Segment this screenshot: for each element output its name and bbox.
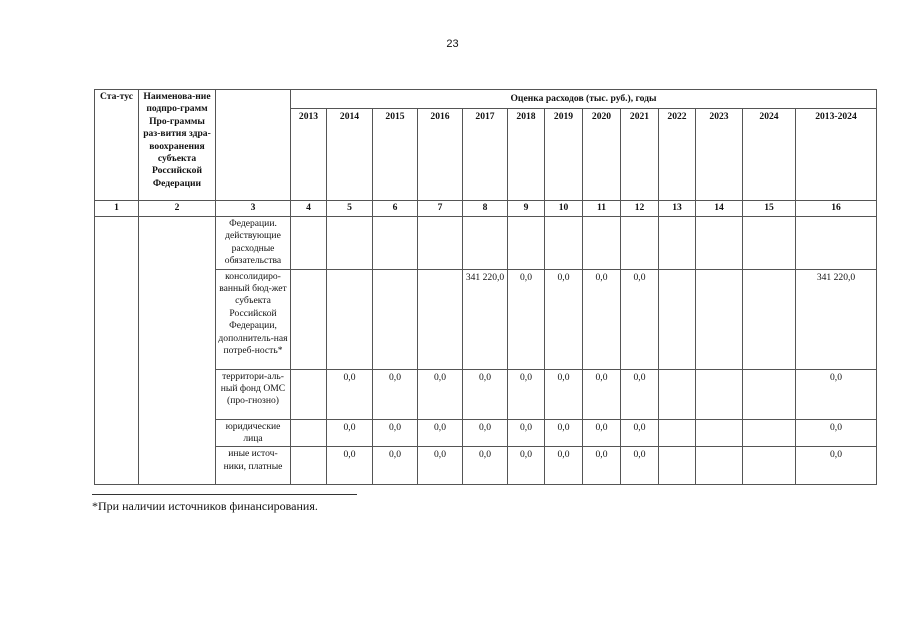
value-cell: 0,0 bbox=[327, 369, 373, 419]
value-cell bbox=[743, 269, 796, 369]
value-cell: 0,0 bbox=[583, 369, 621, 419]
funding-source-cell: консолидиро-ванный бюд-жет субъекта Российской Федерации, дополнитель-ная потреб-ность* bbox=[216, 269, 291, 369]
header-year: 2018 bbox=[508, 109, 545, 201]
value-cell: 0,0 bbox=[463, 447, 508, 485]
column-number: 7 bbox=[418, 201, 463, 217]
value-cell: 0,0 bbox=[508, 419, 545, 447]
value-cell bbox=[743, 369, 796, 419]
value-cell: 341 220,0 bbox=[796, 269, 877, 369]
value-cell bbox=[418, 269, 463, 369]
funding-source-cell: юридические лица bbox=[216, 419, 291, 447]
header-year: 2019 bbox=[545, 109, 583, 201]
value-cell: 0,0 bbox=[418, 369, 463, 419]
value-cell bbox=[696, 447, 743, 485]
value-cell: 0,0 bbox=[621, 269, 659, 369]
header-subprogram-name: Наименова-ние подпро-грамм Про-граммы раз-вития здра-воохранения субъекта Российской Федерации bbox=[139, 90, 216, 201]
header-source-blank bbox=[216, 90, 291, 201]
budget-table bbox=[94, 89, 877, 485]
value-cell bbox=[659, 269, 696, 369]
value-cell: 0,0 bbox=[796, 447, 877, 485]
value-cell: 0,0 bbox=[796, 369, 877, 419]
header-year: 2013 bbox=[291, 109, 327, 201]
value-cell bbox=[743, 419, 796, 447]
value-cell: 0,0 bbox=[508, 447, 545, 485]
value-cell bbox=[291, 447, 327, 485]
value-cell: 0,0 bbox=[621, 447, 659, 485]
value-cell bbox=[291, 419, 327, 447]
header-year: 2020 bbox=[583, 109, 621, 201]
subprogram-name-cell bbox=[139, 217, 216, 485]
value-cell bbox=[696, 369, 743, 419]
header-year: 2017 bbox=[463, 109, 508, 201]
value-cell bbox=[373, 217, 418, 270]
value-cell: 341 220,0 bbox=[463, 269, 508, 369]
value-cell bbox=[796, 217, 877, 270]
value-cell bbox=[659, 369, 696, 419]
status-cell bbox=[95, 217, 139, 485]
footnote-separator bbox=[92, 494, 357, 495]
column-number: 2 bbox=[139, 201, 216, 217]
value-cell: 0,0 bbox=[583, 447, 621, 485]
value-cell: 0,0 bbox=[583, 269, 621, 369]
value-cell bbox=[659, 419, 696, 447]
value-cell: 0,0 bbox=[463, 369, 508, 419]
value-cell bbox=[291, 369, 327, 419]
value-cell: 0,0 bbox=[418, 419, 463, 447]
value-cell: 0,0 bbox=[373, 447, 418, 485]
footnote: *При наличии источников финансирования. bbox=[92, 499, 318, 513]
value-cell: 0,0 bbox=[508, 269, 545, 369]
value-cell: 0,0 bbox=[545, 447, 583, 485]
value-cell: 0,0 bbox=[621, 419, 659, 447]
column-number: 8 bbox=[463, 201, 508, 217]
header-year: 2016 bbox=[418, 109, 463, 201]
funding-source-cell: иные источ-ники, платные bbox=[216, 447, 291, 485]
header-year: 2013-2024 bbox=[796, 109, 877, 201]
value-cell: 0,0 bbox=[545, 269, 583, 369]
column-number: 10 bbox=[545, 201, 583, 217]
column-number: 3 bbox=[216, 201, 291, 217]
value-cell bbox=[659, 447, 696, 485]
header-year: 2015 bbox=[373, 109, 418, 201]
column-number: 9 bbox=[508, 201, 545, 217]
column-number: 16 bbox=[796, 201, 877, 217]
value-cell: 0,0 bbox=[508, 369, 545, 419]
value-cell: 0,0 bbox=[463, 419, 508, 447]
value-cell bbox=[327, 269, 373, 369]
column-number: 1 bbox=[95, 201, 139, 217]
page-number: 23 bbox=[446, 38, 459, 50]
value-cell: 0,0 bbox=[545, 419, 583, 447]
value-cell bbox=[463, 217, 508, 270]
value-cell bbox=[743, 447, 796, 485]
column-number: 14 bbox=[696, 201, 743, 217]
value-cell: 0,0 bbox=[418, 447, 463, 485]
value-cell: 0,0 bbox=[373, 369, 418, 419]
value-cell bbox=[545, 217, 583, 270]
header-year: 2024 bbox=[743, 109, 796, 201]
value-cell: 0,0 bbox=[373, 419, 418, 447]
funding-source-cell: территори-аль-ный фонд ОМС (про-гнозно) bbox=[216, 369, 291, 419]
header-expense-estimate: Оценка расходов (тыс. руб.), годы bbox=[291, 90, 877, 109]
value-cell bbox=[583, 217, 621, 270]
value-cell bbox=[696, 269, 743, 369]
value-cell: 0,0 bbox=[327, 419, 373, 447]
value-cell: 0,0 bbox=[327, 447, 373, 485]
header-status: Ста-тус bbox=[95, 90, 139, 201]
header-year: 2014 bbox=[327, 109, 373, 201]
value-cell bbox=[508, 217, 545, 270]
value-cell bbox=[418, 217, 463, 270]
header-year: 2023 bbox=[696, 109, 743, 201]
value-cell bbox=[696, 419, 743, 447]
value-cell: 0,0 bbox=[796, 419, 877, 447]
table-row bbox=[95, 217, 877, 270]
value-cell bbox=[621, 217, 659, 270]
column-number: 15 bbox=[743, 201, 796, 217]
value-cell: 0,0 bbox=[621, 369, 659, 419]
header-year: 2021 bbox=[621, 109, 659, 201]
value-cell bbox=[327, 217, 373, 270]
column-number: 12 bbox=[621, 201, 659, 217]
column-number: 4 bbox=[291, 201, 327, 217]
value-cell bbox=[291, 217, 327, 270]
value-cell bbox=[373, 269, 418, 369]
value-cell bbox=[696, 217, 743, 270]
header-year: 2022 bbox=[659, 109, 696, 201]
value-cell bbox=[659, 217, 696, 270]
funding-source-cell: Федерации. действующие расходные обязательства bbox=[216, 217, 291, 270]
column-number: 13 bbox=[659, 201, 696, 217]
value-cell: 0,0 bbox=[545, 369, 583, 419]
value-cell bbox=[743, 217, 796, 270]
column-number: 5 bbox=[327, 201, 373, 217]
value-cell bbox=[291, 269, 327, 369]
value-cell: 0,0 bbox=[583, 419, 621, 447]
column-number: 11 bbox=[583, 201, 621, 217]
column-number: 6 bbox=[373, 201, 418, 217]
